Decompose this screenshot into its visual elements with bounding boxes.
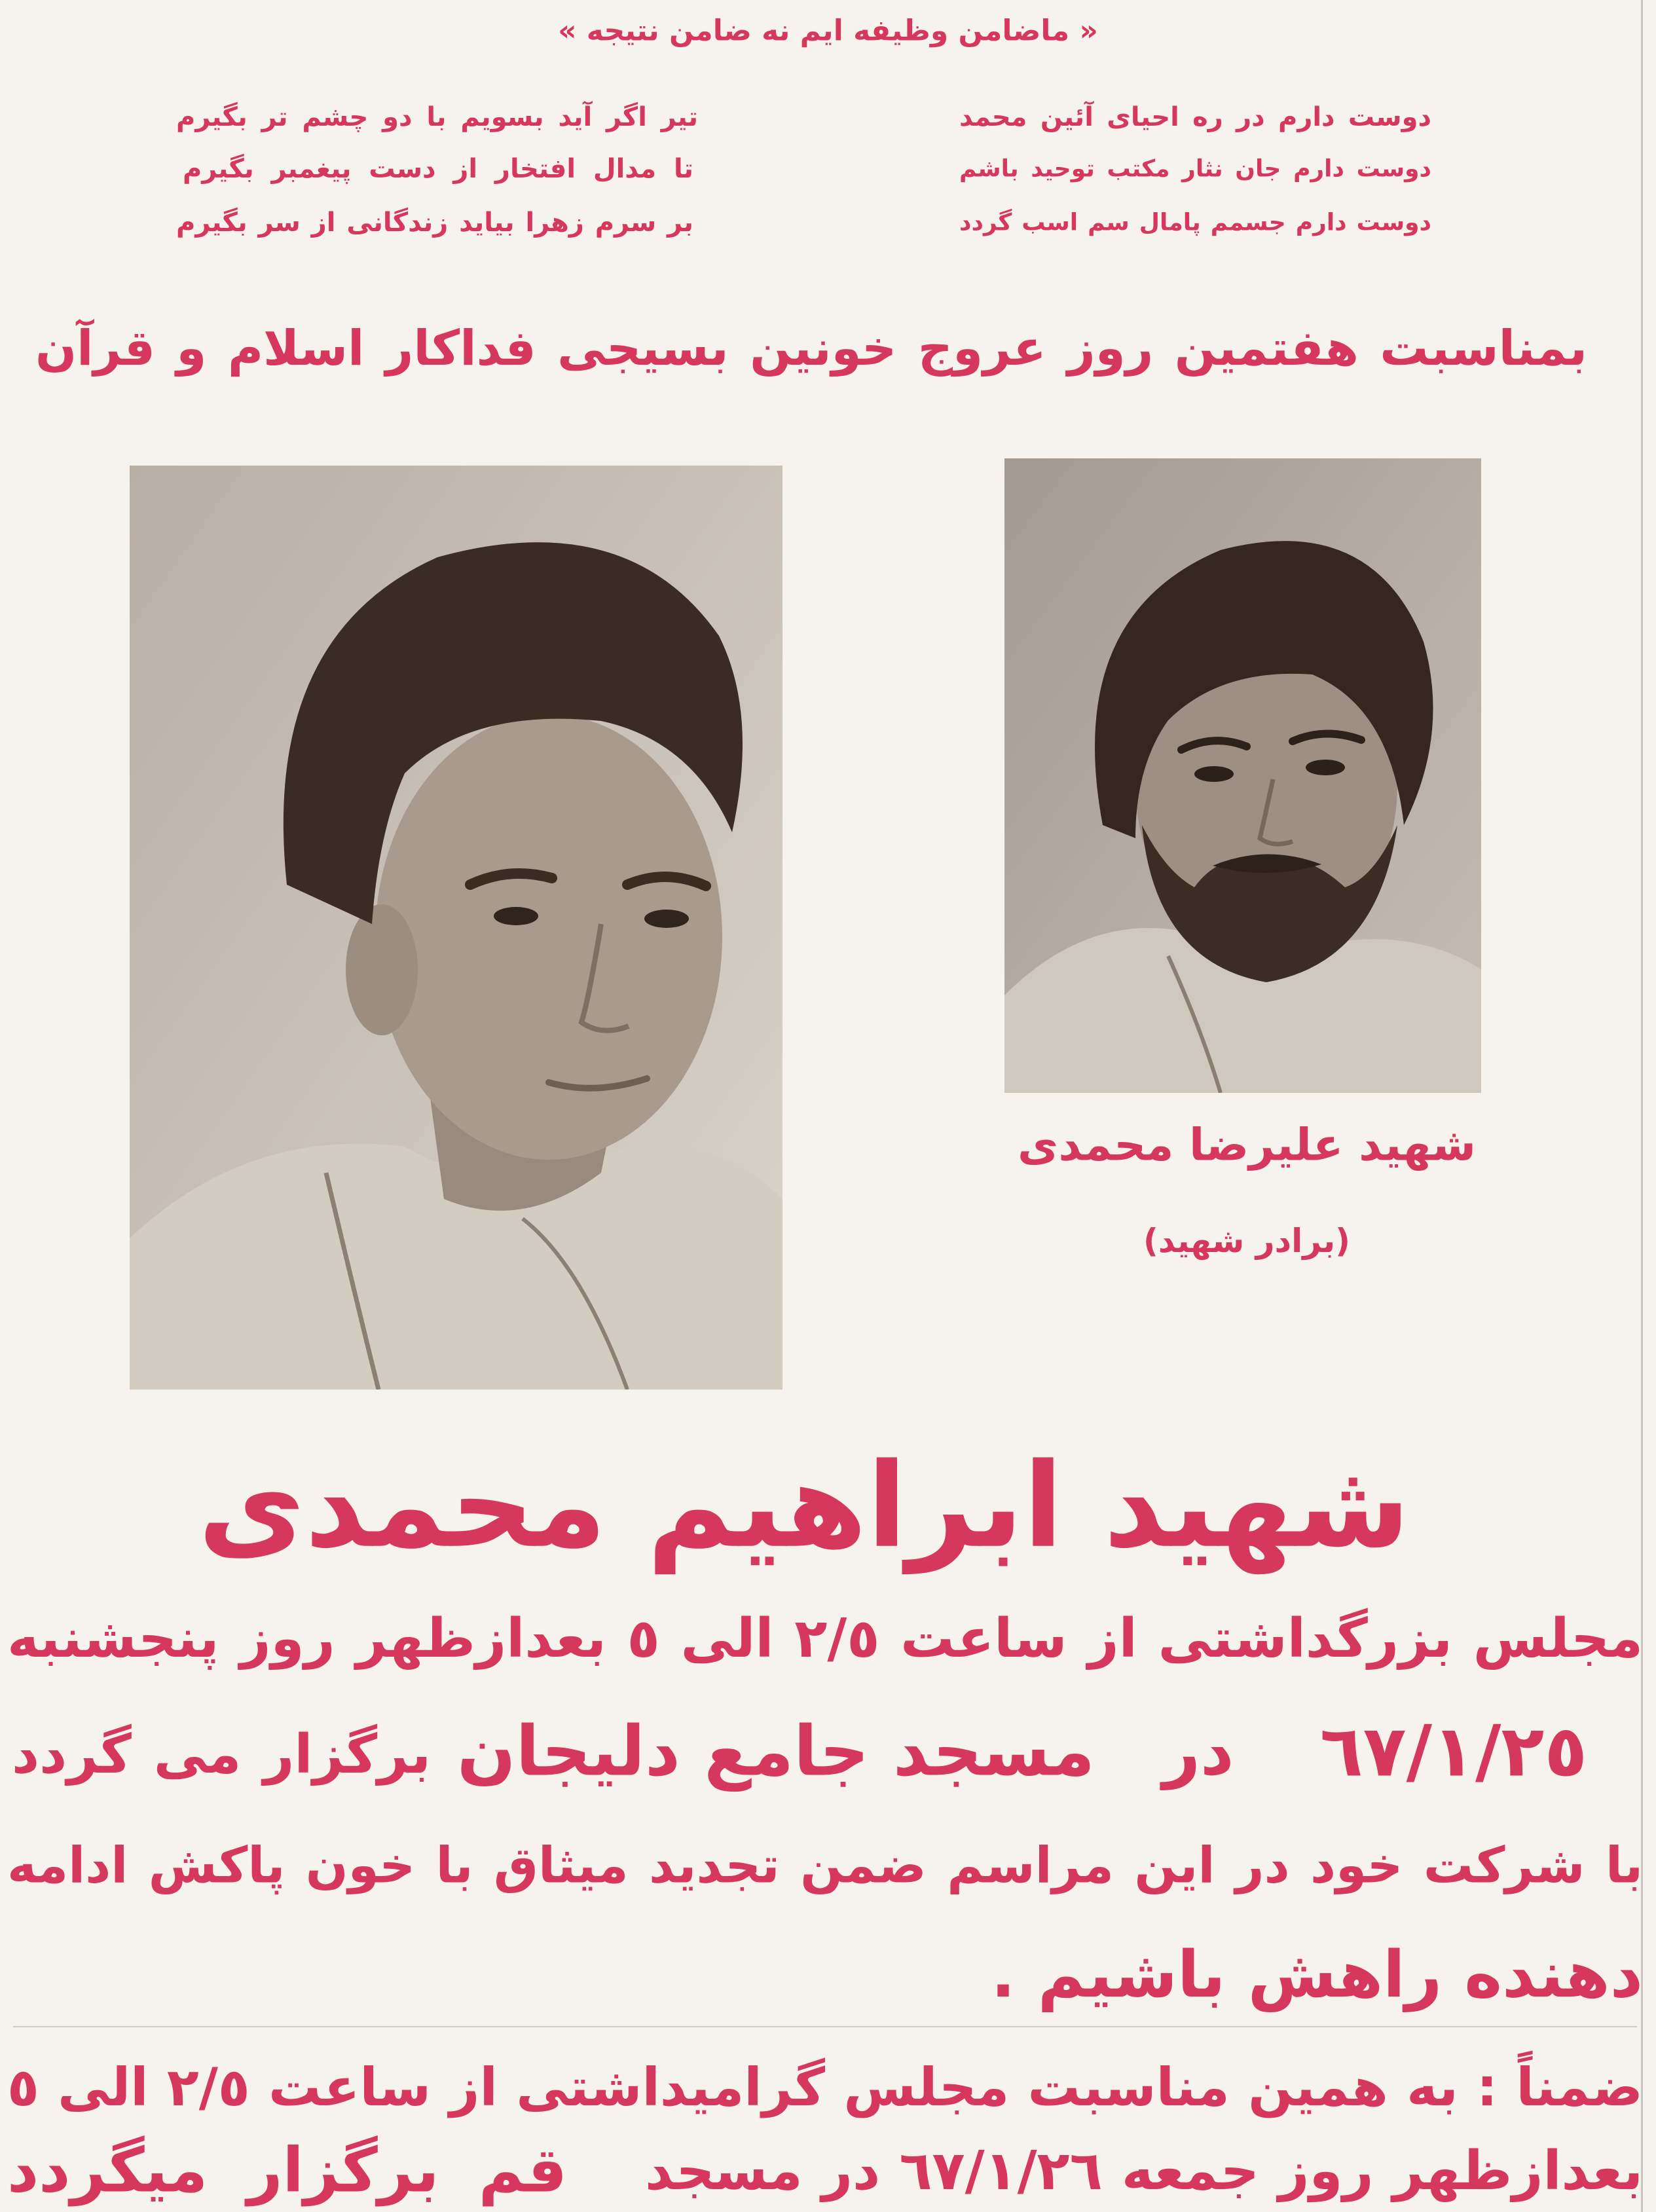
second-ceremony-line-2-right: بعدازظهر روز جمعه ٦٧/١/٢٦ در مسجد [645,2139,1644,2202]
motto: « ماضامن وظیفه ایم نه ضامن نتیجه » [558,14,1098,48]
poem-left-line: تا مدال افتخار از دست پیغمبر بگیرم [183,154,693,184]
announcement-line-1: مجلس بزرگداشتی از ساعت ٢/٥ الی ٥ بعدازظهر روز پنجشنبه [7,1607,1643,1670]
poem-left-line: تیر اگر آید بسویم با دو چشم تر بگیرم [176,102,698,132]
second-ceremony-line-2-left: قم برگزار میگردد [7,2135,567,2207]
martyr-name-title: شهید ابراهیم محمدی [198,1437,1410,1574]
venue-name: مسجد جامع دلیجان [456,1711,1095,1792]
ceremony-date: ٦٧/١/٢٥ [1319,1710,1588,1793]
announcement-line-4: دهنده راهش باشیم . [991,1937,1643,2012]
second-ceremony-line-1: ضمناً : به همین مناسبت مجلس گرامیداشتی از ساعت ٢/٥ الی ٥ [7,2057,1643,2118]
in-word: در [1162,1713,1234,1790]
held-phrase: برگزار می گردد [12,1723,431,1786]
announcement-line-3: با شرکت خود در این مراسم ضمن تجدید میثاق با خون پاکش ادامه [7,1835,1643,1894]
portrait-brother-drawing [1004,458,1481,1093]
portrait-photo-brother [1004,458,1481,1093]
section-divider [13,2026,1637,2027]
poem-right-line: دوست دارم در ره احیای آئین محمد [959,102,1431,132]
poem-left-line: بر سرم زهرا بیاید زندگانی از سر بگیرم [176,208,693,238]
portrait-main-drawing [130,466,782,1390]
portrait-photo-main [130,466,782,1390]
occasion-heading: بمناسبت هفتمین روز عروج خونین بسیجی فداکار اسلام و قرآن [35,320,1587,377]
poem-right-line: دوست دارم جان نثار مکتب توحید باشم [959,155,1431,183]
brother-name-caption: شهید علیرضا محمدی [1018,1119,1476,1171]
poem-right-line: دوست دارم جسمم پامال سم اسب گردد [959,209,1431,236]
brother-relation-caption: (برادر شهید) [1143,1221,1351,1260]
